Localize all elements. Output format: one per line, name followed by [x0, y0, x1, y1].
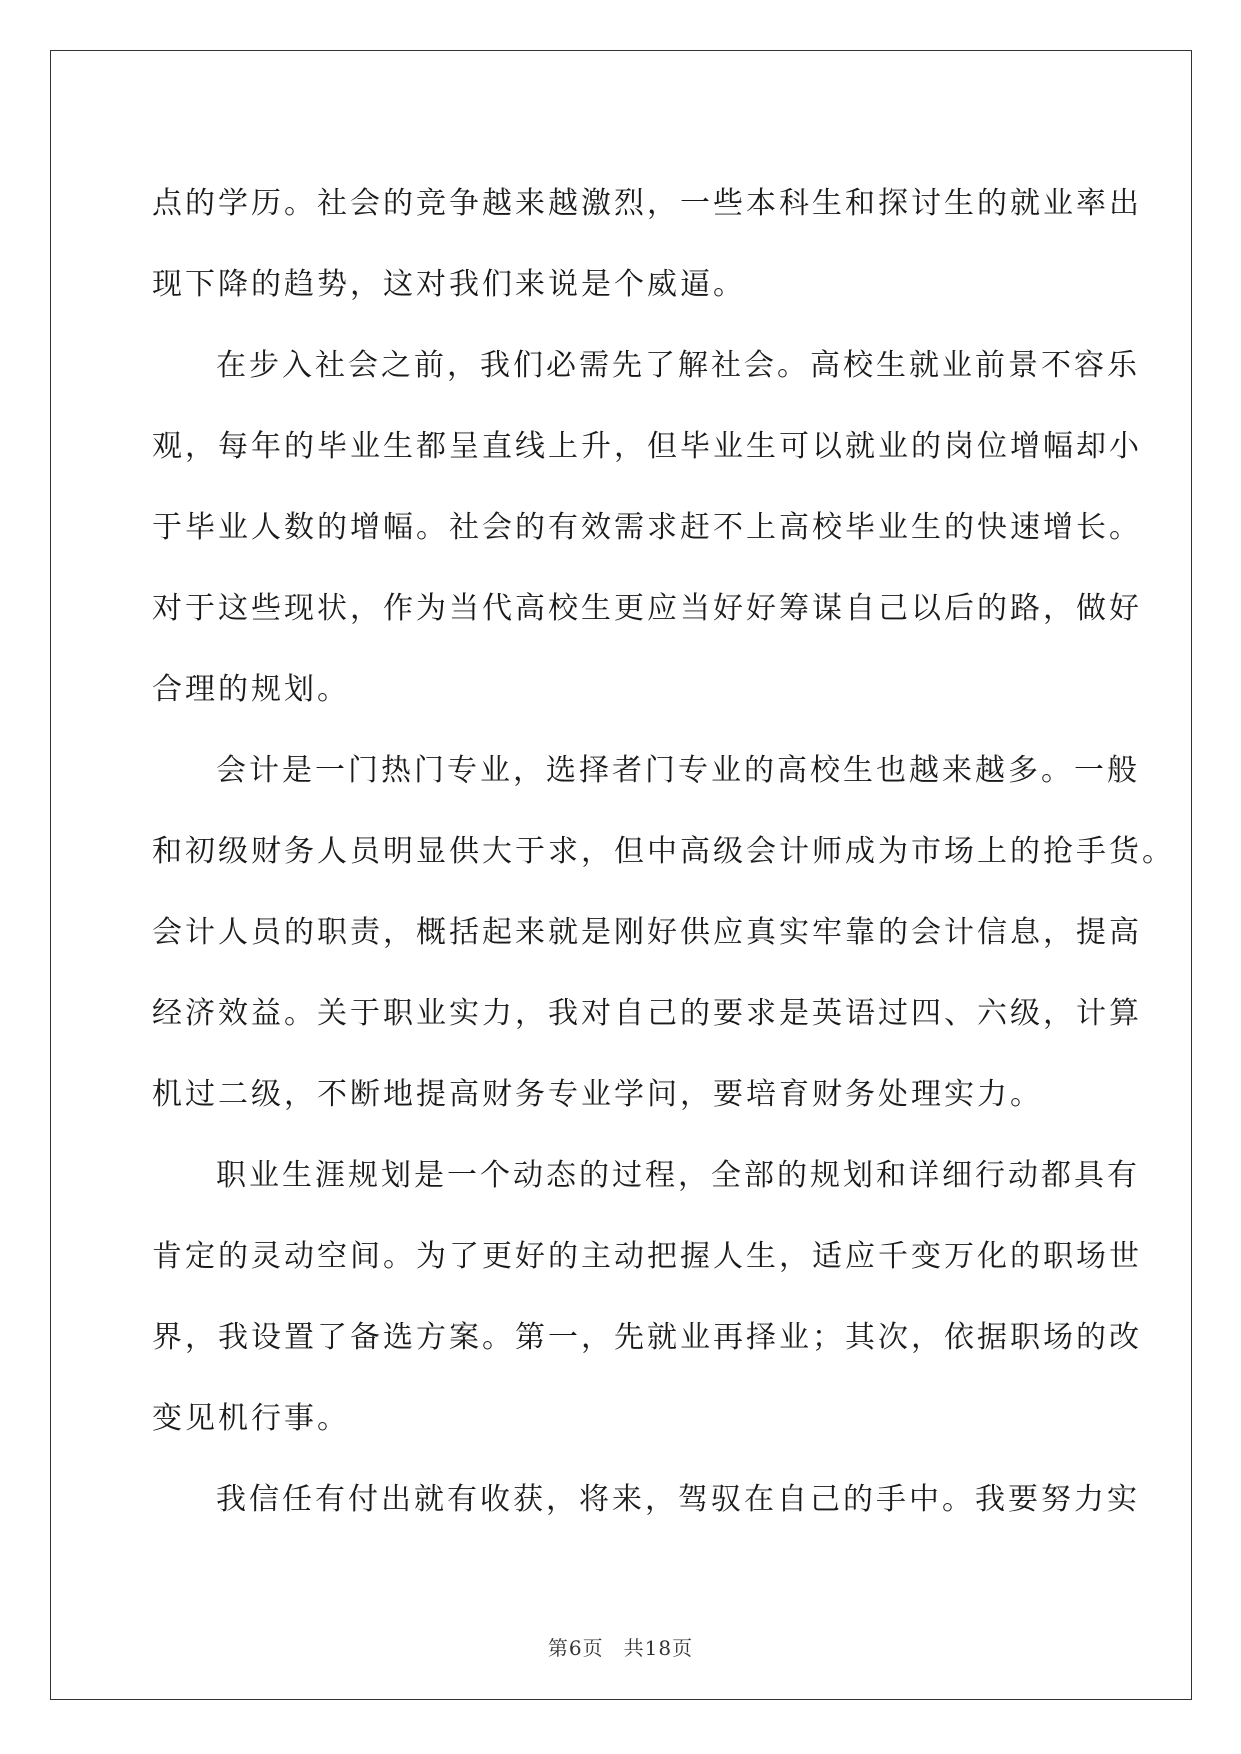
paragraph-4	[152, 1135, 1142, 1459]
page-total: 共18页	[623, 1636, 694, 1660]
paragraph-line: 会计是一门热门专业，选择者门专业的高校生也越来越多。一般	[216, 753, 1140, 788]
paragraph-line: 经济效益。关于职业实力，我对自己的要求是英语过四、六级，计算	[152, 996, 1142, 1031]
paragraph-line: 职业生涯规划是一个动态的过程，全部的规划和详细行动都具有	[216, 1158, 1140, 1193]
paragraph-line: 和初级财务人员明显供大于求，但中高级会计师成为市场上的抢手货。	[152, 834, 1175, 869]
paragraph-3	[152, 730, 1175, 1135]
paragraph-line: 界，我设置了备选方案。第一，先就业再择业；其次，依据职场的改	[152, 1320, 1142, 1355]
paragraph-line: 点的学历。社会的竞争越来越激烈，一些本科生和探讨生的就业率出	[152, 186, 1142, 221]
paragraph-line: 于毕业人数的增幅。社会的有效需求赶不上高校毕业生的快速增长。	[152, 510, 1142, 545]
page-number: 第6页	[547, 1636, 604, 1660]
paragraph-1	[152, 163, 1142, 325]
paragraph-line: 现下降的趋势，这对我们来说是个威逼。	[152, 267, 746, 302]
paragraph-5	[152, 1459, 1140, 1540]
paragraph-line: 对于这些现状，作为当代高校生更应当好好筹谋自己以后的路，做好	[152, 591, 1142, 626]
paragraph-line: 肯定的灵动空间。为了更好的主动把握人生，适应千变万化的职场世	[152, 1239, 1142, 1274]
paragraph-line: 会计人员的职责，概括起来就是刚好供应真实牢靠的会计信息，提高	[152, 915, 1142, 950]
paragraph-line: 观，每年的毕业生都呈直线上升，但毕业生可以就业的岗位增幅却小	[152, 429, 1142, 464]
paragraph-2	[152, 325, 1142, 730]
paragraph-line: 机过二级，不断地提高财务专业学问，要培育财务处理实力。	[152, 1077, 1043, 1112]
document-body	[152, 163, 1175, 1540]
paragraph-line: 我信任有付出就有收获，将来，驾驭在自己的手中。我要努力实	[216, 1482, 1140, 1517]
page-footer	[0, 1632, 1241, 1661]
paragraph-line: 变见机行事。	[152, 1401, 350, 1436]
paragraph-line: 合理的规划。	[152, 672, 350, 707]
paragraph-line: 在步入社会之前，我们必需先了解社会。高校生就业前景不容乐	[216, 348, 1140, 383]
